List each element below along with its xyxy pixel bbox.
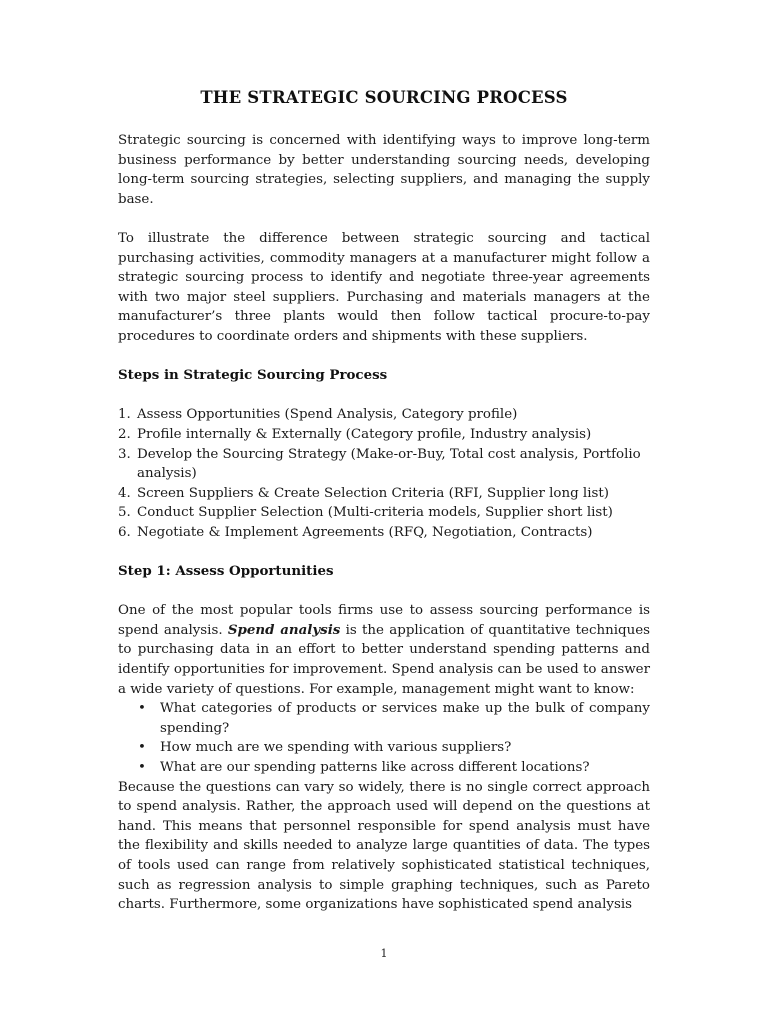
spend-analysis-term: Spend analysis bbox=[227, 621, 341, 638]
step-text: Assess Opportunities (Spend Analysis, Category profile) bbox=[137, 407, 518, 423]
question-text: What categories of products or services make up the bulk of company spending? bbox=[160, 701, 650, 736]
step1-paragraph bbox=[118, 601, 650, 699]
intro-paragraph: Strategic sourcing is concerned with identifying ways to improve long-term business performance by better understanding sourcing needs, developing long-term sourcing strategies, selecting suppliers, and managing the supply base. bbox=[118, 133, 650, 207]
question-item bbox=[118, 738, 650, 758]
step1-heading: Step 1: Assess Opportunities bbox=[118, 563, 334, 580]
closing-paragraph: Because the questions can vary so widely, there is no single correct approach to spend analysis. Rather, the approach used will depend on the questions at hand. This means that personnel responsible for spend analysis must have the flexibility and skills needed to analyze large quantities of data. The types of tools used can range from relatively sophisticated statistical techniques, such as regression analysis to simple graphing techniques, such as Pareto charts. Furthermore, some organizations have sophisticated spend analysis bbox=[118, 779, 650, 913]
step-number: 5. bbox=[118, 505, 131, 521]
step-item bbox=[118, 445, 650, 484]
step1-text-before: One of the most popular tools firms use to assess sourcing performance is spend analysis. bbox=[118, 603, 650, 638]
step-item bbox=[118, 484, 650, 504]
step-item bbox=[118, 425, 650, 445]
document-page bbox=[118, 88, 650, 915]
step-number: 2. bbox=[118, 426, 131, 442]
page-number: 1 bbox=[380, 947, 388, 960]
step1-text-after: is the application of quantitative techniques to purchasing data in an effort to better understand spending patterns and identify opportunities for improvement. Spend analysis can be used to answer a wide variety of questions. For example, management might want to know: bbox=[118, 622, 650, 697]
document-title: THE STRATEGIC SOURCING PROCESS bbox=[200, 88, 568, 107]
step-number: 3. bbox=[118, 446, 131, 462]
step-item bbox=[118, 405, 650, 425]
question-item bbox=[118, 758, 650, 778]
illustration-paragraph: To illustrate the difference between strategic sourcing and tactical purchasing activities, commodity managers at a manufacturer might follow a strategic sourcing process to identify and negotiate three-year agreements with two major steel suppliers. Purchasing and materials managers at the manufacturer’s three plants would then follow tactical procure-to-pay procedures to coordinate orders and shipments with these suppliers. bbox=[118, 230, 650, 344]
step-number: 6. bbox=[118, 524, 131, 540]
step-text: Develop the Sourcing Strategy (Make-or-Buy, Total cost analysis, Portfolio analysis) bbox=[137, 446, 641, 482]
step-number: 1. bbox=[118, 407, 131, 423]
question-text: How much are we spending with various suppliers? bbox=[160, 740, 512, 756]
steps-list bbox=[118, 405, 650, 542]
questions-list bbox=[118, 699, 650, 777]
steps-heading: Steps in Strategic Sourcing Process bbox=[118, 367, 388, 384]
step-text: Screen Suppliers & Create Selection Criteria (RFI, Supplier long list) bbox=[137, 485, 609, 501]
step-text: Profile internally & Externally (Category profile, Industry analysis) bbox=[137, 426, 592, 442]
bullet-icon: • bbox=[138, 701, 146, 717]
bullet-icon: • bbox=[138, 740, 146, 756]
step-item bbox=[118, 523, 650, 543]
question-item bbox=[118, 699, 650, 738]
bullet-icon: • bbox=[138, 760, 146, 775]
step-number: 4. bbox=[118, 485, 131, 501]
step-item bbox=[118, 503, 650, 523]
step-text: Conduct Supplier Selection (Multi-criteria models, Supplier short list) bbox=[137, 505, 613, 521]
step-text: Negotiate & Implement Agreements (RFQ, Negotiation, Contracts) bbox=[137, 524, 593, 540]
question-text: What are our spending patterns like across different locations? bbox=[160, 760, 590, 775]
